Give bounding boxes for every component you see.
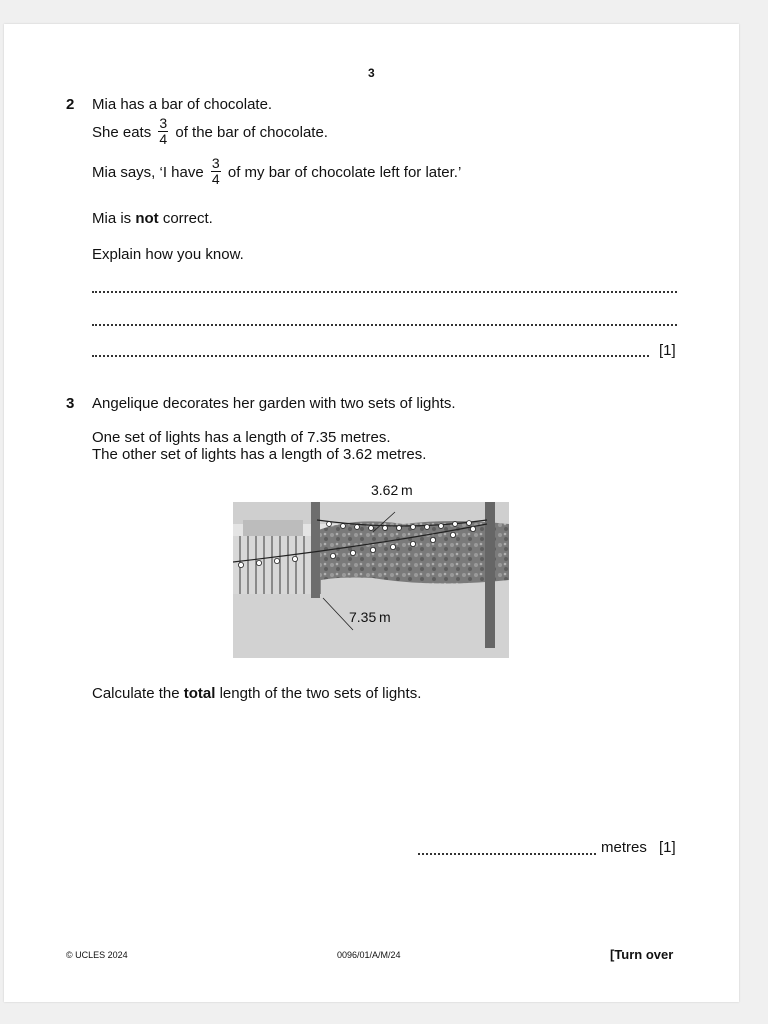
answer-line-metres[interactable] — [418, 853, 596, 855]
question-3-line-1: Angelique decorates her garden with two sets of lights. — [92, 395, 456, 412]
q2-line3-pre: Mia says, ‘I have — [92, 164, 204, 181]
fraction-denominator: 4 — [159, 130, 168, 147]
question-3-number: 3 — [66, 395, 75, 412]
answer-line-1[interactable] — [92, 291, 677, 293]
footer-copyright: © UCLES 2024 — [66, 950, 128, 960]
question-3-marks: [1] — [659, 839, 676, 856]
q2-line2-post: of the bar of chocolate. — [175, 124, 328, 141]
q2-line2-pre: She eats — [92, 124, 152, 141]
question-2-line-5: Explain how you know. — [92, 246, 244, 263]
question-3-line-2: One set of lights has a length of 7.35 metres. — [92, 429, 391, 446]
q3-instruction-bold: total — [183, 685, 216, 702]
fraction-denominator-2: 4 — [211, 170, 220, 187]
fraction-three-quarters-2 — [211, 156, 221, 187]
answer-line-3[interactable] — [92, 355, 649, 357]
answer-unit: metres — [601, 839, 647, 856]
question-2-line-4 — [92, 210, 213, 228]
label-3-62-m: 3.62 m — [371, 482, 413, 498]
turn-over: [Turn over — [610, 947, 674, 962]
question-2-line-2 — [92, 116, 328, 150]
question-2-line-1: Mia has a bar of chocolate. — [92, 96, 273, 113]
page-number: 3 — [368, 66, 375, 80]
q3-instruction-pre: Calculate the — [92, 685, 184, 702]
question-2-number: 2 — [66, 96, 75, 113]
answer-line-2[interactable] — [92, 324, 677, 326]
garden-lights-picture — [233, 502, 509, 658]
question-2-line-3 — [92, 156, 461, 190]
question-3-line-3: The other set of lights has a length of 3.62 metres. — [92, 446, 427, 463]
q2-line4-post: correct. — [158, 210, 213, 227]
garden-illustration — [233, 502, 509, 658]
q2-line4-bold: not — [135, 210, 159, 227]
label-7-35-m: 7.35 m — [349, 609, 391, 625]
footer-code: 0096/01/A/M/24 — [337, 950, 401, 960]
fraction-numerator-2: 3 — [211, 154, 220, 171]
fraction-three-quarters — [158, 116, 168, 147]
q2-line3-post: of my bar of chocolate left for later.’ — [227, 164, 462, 181]
fraction-numerator: 3 — [159, 114, 168, 131]
q2-line4-pre: Mia is — [92, 210, 136, 227]
q3-instruction-post: length of the two sets of lights. — [215, 685, 422, 702]
question-3-instruction — [92, 685, 421, 703]
question-2-marks: [1] — [659, 342, 676, 359]
exam-page — [4, 24, 739, 1002]
